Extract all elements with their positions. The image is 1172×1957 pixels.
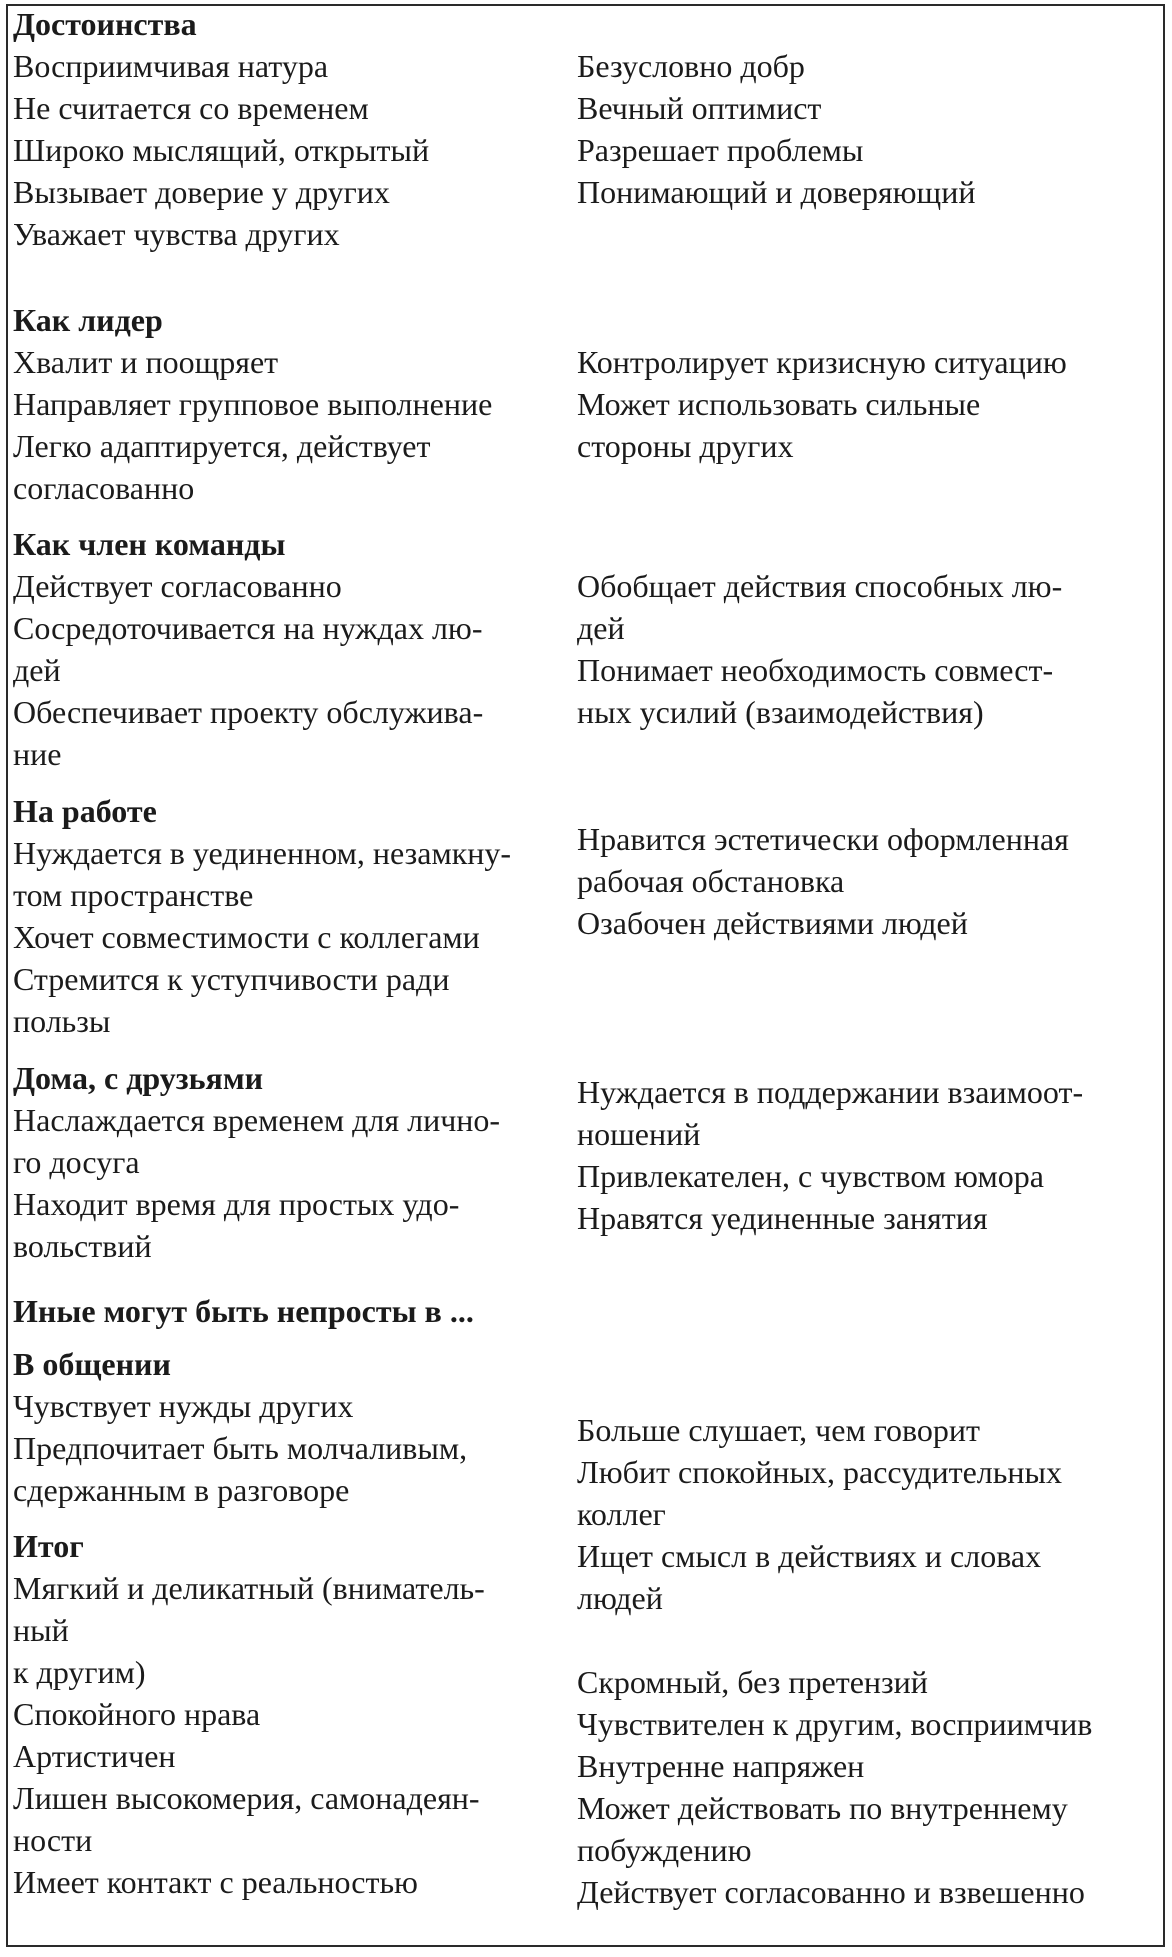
communication-left-1: Чувствует нужды других xyxy=(13,1388,354,1424)
home-left-1: Наслаждается временем для лично- xyxy=(13,1102,501,1138)
summary-left-8: Имеет контакт с реальностью xyxy=(13,1864,418,1900)
summary-right-6: Действует согласованно и взвешенно xyxy=(577,1874,1085,1910)
summary-left-2: ный xyxy=(13,1612,69,1648)
summary-right-3: Внутренне напряжен xyxy=(577,1748,865,1784)
summary-left-4: Спокойного нрава xyxy=(13,1696,261,1732)
work-left-3: Хочет совместимости с коллегами xyxy=(13,919,480,955)
team-right-3: Понимает необходимость совмест- xyxy=(577,652,1054,688)
advantage-left-5: Уважает чувства других xyxy=(13,216,340,252)
leader-right-3: стороны других xyxy=(577,428,794,464)
communication-right-1: Больше слушает, чем говорит xyxy=(577,1412,981,1448)
section-heading-communication: В общении xyxy=(13,1346,171,1382)
leader-left-1: Хвалит и поощряет xyxy=(13,344,279,380)
home-left-4: вольствий xyxy=(13,1228,152,1264)
advantage-right-1: Безусловно добр xyxy=(577,48,805,84)
team-left-2: Сосредоточивается на нуждах лю- xyxy=(13,610,483,646)
team-left-5: ние xyxy=(13,736,62,772)
team-right-1: Обобщает действия способных лю- xyxy=(577,568,1063,604)
team-left-1: Действует согласованно xyxy=(13,568,342,604)
leader-left-2: Направляет групповое выполнение xyxy=(13,386,493,422)
communication-right-2: Любит спокойных, рассудительных xyxy=(577,1454,1062,1490)
communication-right-5: людей xyxy=(577,1580,663,1616)
section-heading-leader: Как лидер xyxy=(13,302,163,338)
work-right-1: Нравится эстетически оформленная xyxy=(577,821,1069,857)
section-heading-work: На работе xyxy=(13,793,157,829)
work-left-4: Стремится к уступчивости ради xyxy=(13,961,450,997)
leader-right-2: Может использовать сильные xyxy=(577,386,981,422)
home-right-2: ношений xyxy=(577,1116,701,1152)
advantage-left-1: Восприимчивая натура xyxy=(13,48,329,84)
work-left-5: пользы xyxy=(13,1003,111,1039)
advantage-left-3: Широко мыслящий, открытый xyxy=(13,132,430,168)
leader-left-4: согласованно xyxy=(13,470,195,506)
summary-left-3: к другим) xyxy=(13,1654,146,1690)
team-left-4: Обеспечивает проекту обслужива- xyxy=(13,694,484,730)
communication-left-3: сдержанным в разговоре xyxy=(13,1472,350,1508)
section-heading-others: Иные могут быть непросты в ... xyxy=(13,1293,474,1329)
home-left-2: го досуга xyxy=(13,1144,140,1180)
summary-left-6: Лишен высокомерия, самонадеян- xyxy=(13,1780,480,1816)
advantage-right-3: Разрешает проблемы xyxy=(577,132,864,168)
communication-right-3: коллег xyxy=(577,1496,666,1532)
leader-left-3: Легко адаптируется, действует xyxy=(13,428,431,464)
home-right-4: Нравятся уединенные занятия xyxy=(577,1200,988,1236)
work-right-2: рабочая обстановка xyxy=(577,863,845,899)
summary-right-4: Может действовать по внутреннему xyxy=(577,1790,1068,1826)
summary-right-2: Чувствителен к другим, восприимчив xyxy=(577,1706,1093,1742)
communication-right-4: Ищет смысл в действиях и словах xyxy=(577,1538,1042,1574)
team-left-3: дей xyxy=(13,652,61,688)
work-right-3: Озабочен действиями людей xyxy=(577,905,968,941)
section-heading-advantages: Достоинства xyxy=(13,6,197,42)
work-left-2: том пространстве xyxy=(13,877,254,913)
summary-left-5: Артистичен xyxy=(13,1738,176,1774)
section-heading-home: Дома, с друзьями xyxy=(13,1060,264,1096)
leader-right-1: Контролирует кризисную ситуацию xyxy=(577,344,1067,380)
section-heading-summary: Итог xyxy=(13,1528,84,1564)
section-heading-team: Как член команды xyxy=(13,526,286,562)
communication-left-2: Предпочитает быть молчаливым, xyxy=(13,1430,468,1466)
home-left-3: Находит время для простых удо- xyxy=(13,1186,460,1222)
summary-left-1: Мягкий и деликатный (вниматель- xyxy=(13,1570,485,1606)
summary-left-7: ности xyxy=(13,1822,93,1858)
home-right-3: Привлекателен, с чувством юмора xyxy=(577,1158,1044,1194)
summary-right-5: побуждению xyxy=(577,1832,752,1868)
team-right-4: ных усилий (взаимодействия) xyxy=(577,694,984,730)
advantage-right-2: Вечный оптимист xyxy=(577,90,822,126)
work-left-1: Нуждается в уединенном, незамкну- xyxy=(13,835,512,871)
advantage-right-4: Понимающий и доверяющий xyxy=(577,174,976,210)
team-right-2: дей xyxy=(577,610,625,646)
home-right-1: Нуждается в поддержании взаимоот- xyxy=(577,1074,1084,1110)
advantage-left-2: Не считается со временем xyxy=(13,90,369,126)
summary-right-1: Скромный, без претензий xyxy=(577,1664,928,1700)
advantage-left-4: Вызывает доверие у других xyxy=(13,174,390,210)
